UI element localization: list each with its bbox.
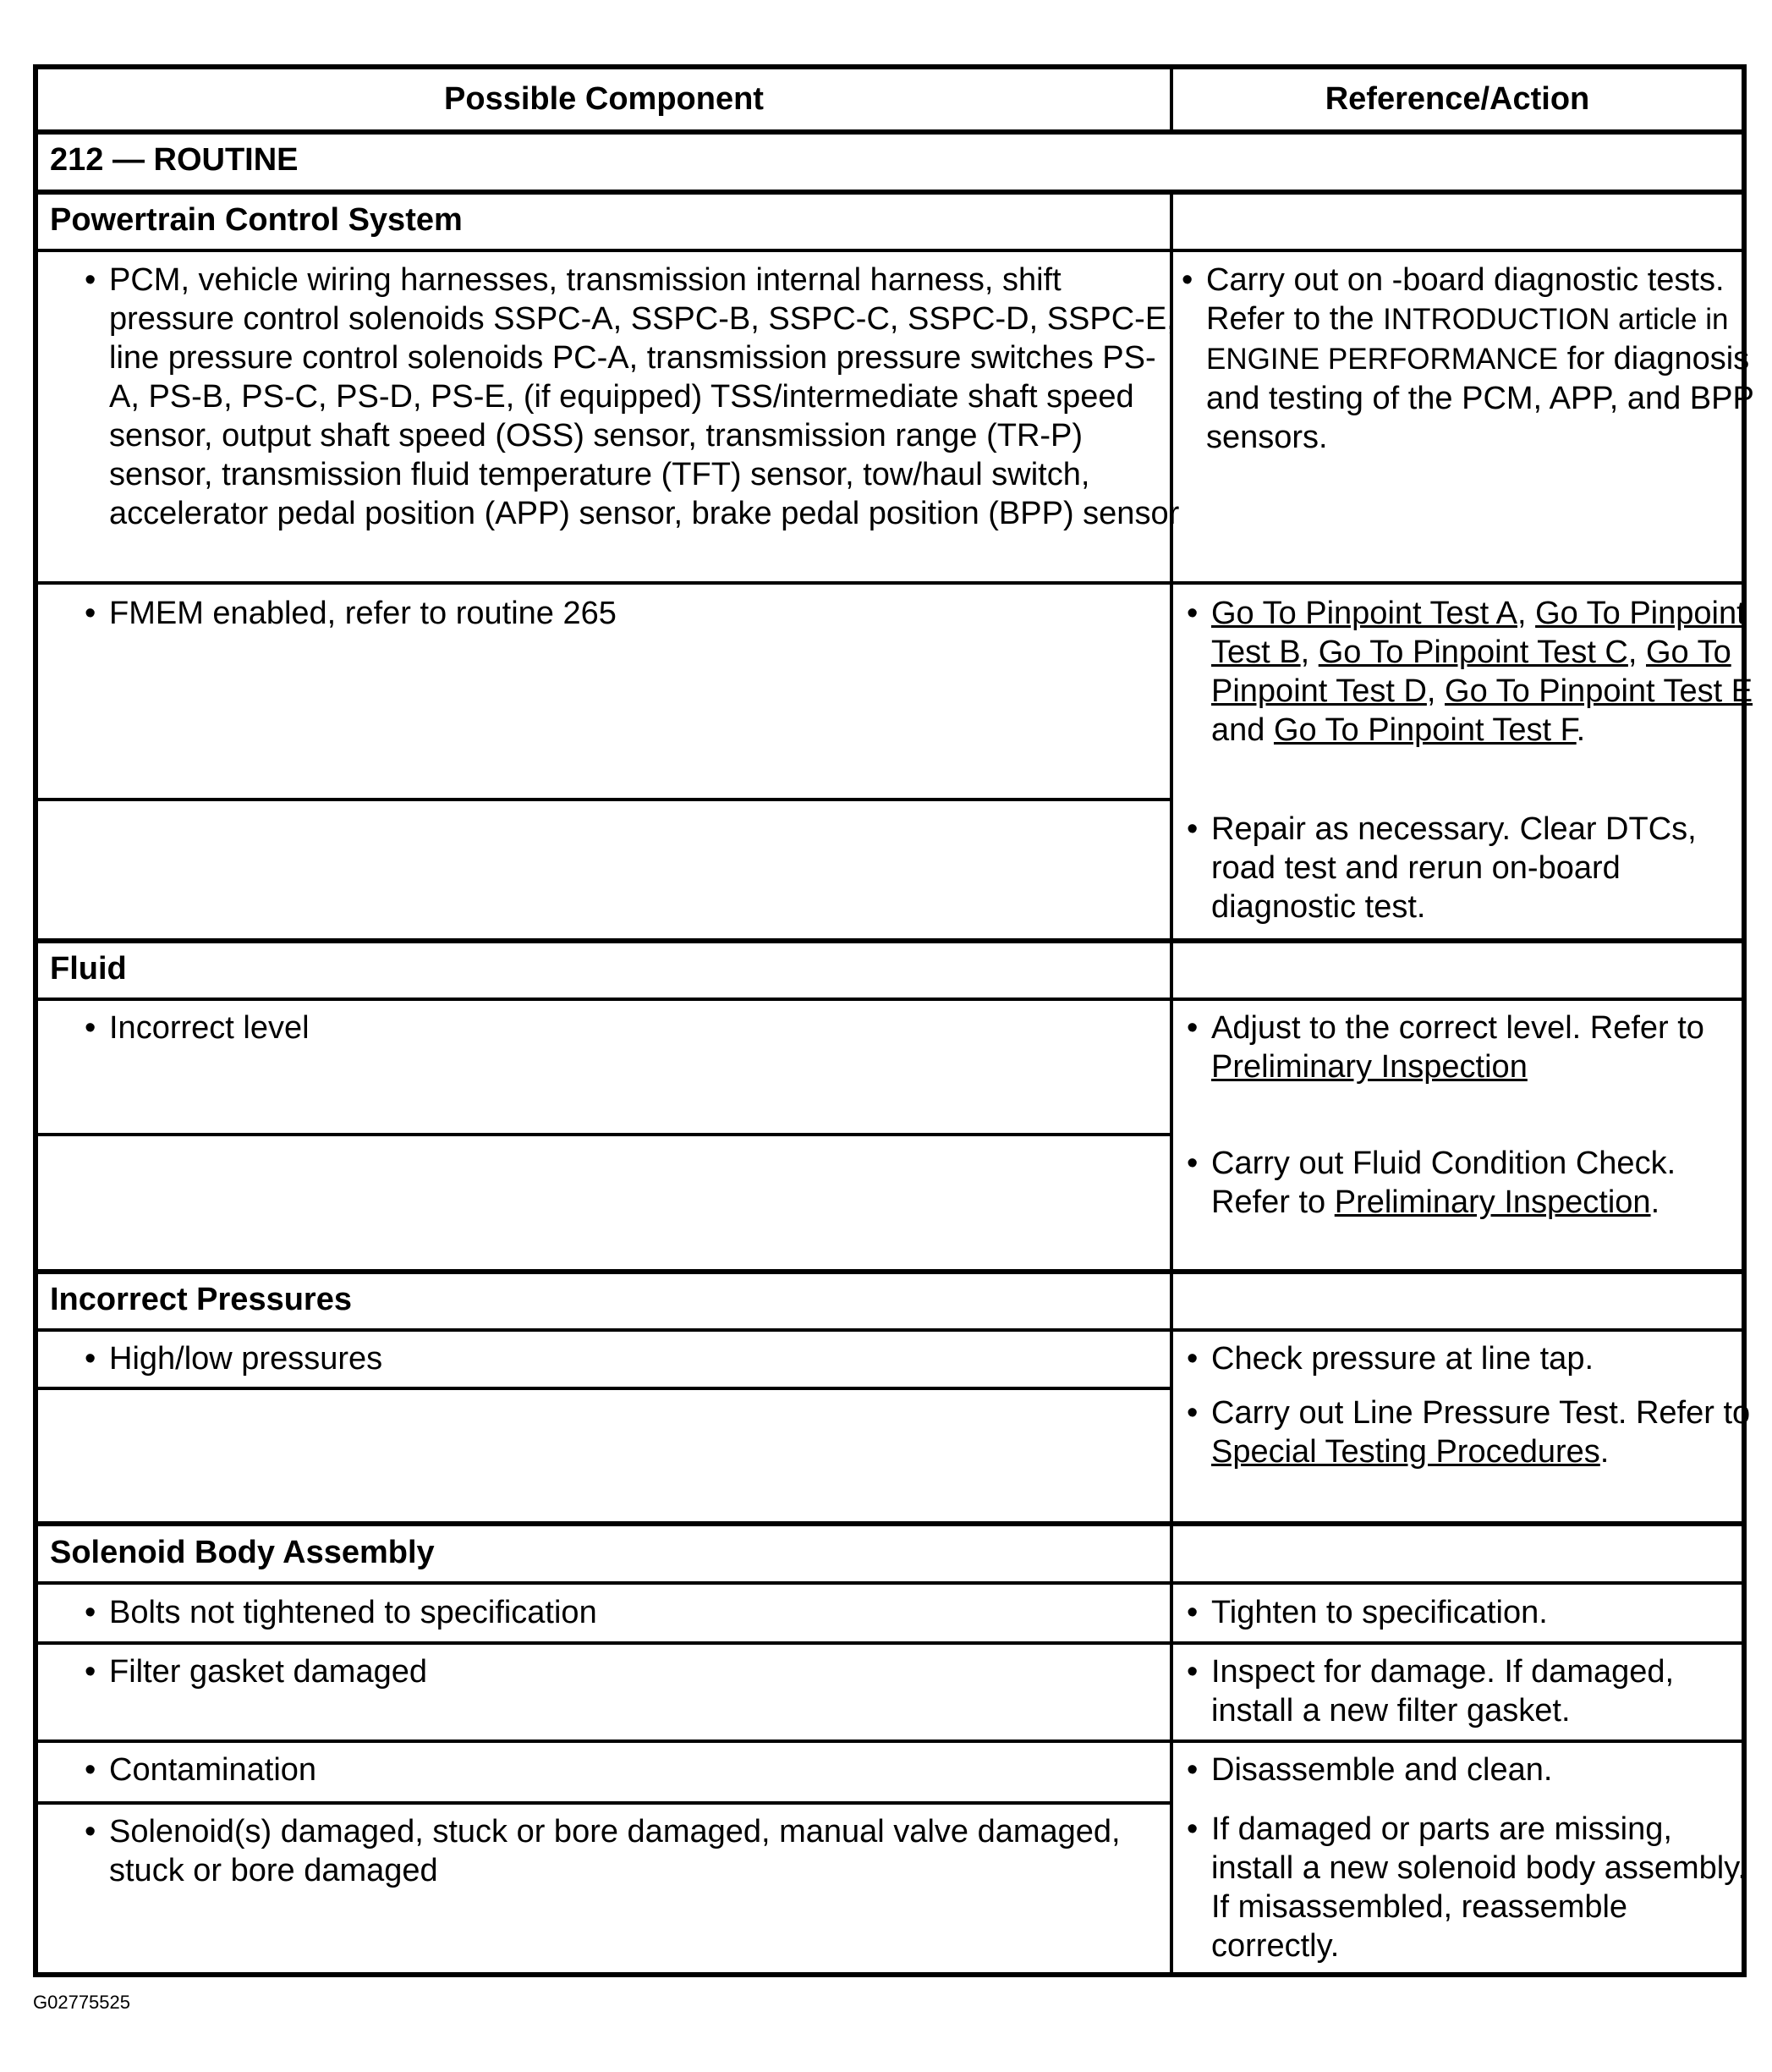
action-adjust-level-text: Adjust to the correct level. Refer to <box>1211 1010 1704 1046</box>
bullet: • <box>1187 1752 1199 1788</box>
component-filter-gasket-text: Filter gasket damaged <box>109 1654 427 1690</box>
bullet: • <box>1187 811 1199 847</box>
separator: , <box>1300 635 1310 670</box>
sentence-end: . <box>1599 1434 1610 1470</box>
separator: , <box>1627 635 1638 670</box>
link-pinpoint-test-a[interactable]: Go To Pinpoint Test A <box>1211 596 1517 631</box>
rule-fluid-title <box>38 998 1742 1001</box>
link-special-testing[interactable]: Special Testing Procedures <box>1211 1434 1600 1470</box>
rule-pressure-item1 <box>38 1387 1170 1390</box>
link-preliminary-inspection[interactable]: Preliminary Inspection <box>1211 1049 1528 1085</box>
action-fluid-condition <box>1187 1144 1761 1222</box>
separator: , <box>1426 673 1436 709</box>
action-onboard-text-a: Carry out on -board diagnostic tests. Refer to the <box>1206 262 1725 337</box>
rule-fluid-item1 <box>38 1133 1170 1136</box>
bullet: • <box>1187 1595 1199 1630</box>
bullet: • <box>1187 1654 1199 1690</box>
action-onboard <box>1182 261 1756 457</box>
section-title-solenoid: Solenoid Body Assembly <box>50 1535 435 1570</box>
bullet: • <box>85 1341 96 1377</box>
link-pinpoint-test-b[interactable]: Go To Pinpoint Test B <box>1211 596 1746 670</box>
component-pcm <box>85 261 1183 533</box>
sentence-end: . <box>1576 712 1586 748</box>
rule-solenoid-start <box>38 1521 1742 1526</box>
action-repair-text: Repair as necessary. Clear DTCs, road test and rerun on-board diagnostic test. <box>1211 811 1697 925</box>
action-onboard-text-c: for diagnosis and testing of the PCM, APP, and BPP sensors. <box>1206 341 1754 455</box>
bullet: • <box>85 596 96 631</box>
diagnosis-table <box>33 64 1754 1977</box>
component-high-low <box>85 1339 1183 1378</box>
rule-solenoid-item3 <box>38 1801 1170 1805</box>
action-check-pressure-text: Check pressure at line tap. <box>1211 1341 1594 1377</box>
bullet: • <box>1187 596 1199 631</box>
bullet: • <box>85 1814 96 1849</box>
rule-pcs-item1 <box>38 581 1170 585</box>
action-line-pressure-text: Carry out Line Pressure Test. Refer to <box>1211 1395 1751 1431</box>
link-preliminary-inspection[interactable]: Preliminary Inspection <box>1334 1184 1651 1220</box>
component-filter-gasket <box>85 1652 1183 1691</box>
separator: , <box>1517 596 1527 631</box>
action-pinpoint-tests <box>1187 594 1761 750</box>
action-fluid-condition-text: Carry out Fluid Condition Check. Refer to <box>1211 1146 1676 1220</box>
bullet: • <box>1187 1146 1199 1181</box>
section-title-pressures: Incorrect Pressures <box>50 1282 352 1317</box>
action-line-pressure-test <box>1187 1393 1761 1471</box>
component-incorrect-level-text: Incorrect level <box>109 1010 310 1046</box>
bullet: • <box>1187 1395 1199 1431</box>
component-fmem-text: FMEM enabled, refer to routine 265 <box>109 596 617 631</box>
action-disassemble-text: Disassemble and clean. <box>1211 1752 1553 1788</box>
header-component: Possible Component <box>444 81 764 117</box>
rule-pcs-action1 <box>1170 581 1742 585</box>
action-inspect-gasket <box>1187 1652 1761 1730</box>
bullet: • <box>85 1595 96 1630</box>
rule-pcs-item2 <box>38 798 1170 801</box>
action-inspect-gasket-text: Inspect for damage. If damaged, install a new filter gasket. <box>1211 1654 1675 1728</box>
link-pinpoint-test-f[interactable]: Go To Pinpoint Test F <box>1273 712 1577 748</box>
component-solenoid-damaged <box>85 1812 1183 1890</box>
rule-pressure-start <box>38 1269 1742 1274</box>
figure-id: G02775525 <box>33 1992 130 2013</box>
action-repair <box>1187 810 1761 926</box>
bullet: • <box>1187 1010 1199 1046</box>
action-adjust-level <box>1187 1009 1761 1086</box>
component-solenoid-damaged-text: Solenoid(s) damaged, stuck or bore damaged, manual valve damaged, stuck or bore damaged <box>109 1814 1121 1888</box>
component-contamination <box>85 1750 1183 1789</box>
component-bolts <box>85 1593 1183 1632</box>
component-bolts-text: Bolts not tightened to specification <box>109 1595 597 1630</box>
action-tighten <box>1187 1593 1761 1632</box>
rule-pcs-title <box>38 249 1742 252</box>
sentence-end: . <box>1650 1184 1660 1220</box>
rule-header <box>38 129 1742 135</box>
link-pinpoint-test-d[interactable]: Go To Pinpoint Test D <box>1211 635 1731 709</box>
rule-solenoid-item1 <box>38 1641 1742 1645</box>
link-pinpoint-test-c[interactable]: Go To Pinpoint Test C <box>1318 635 1628 670</box>
rule-pressure-title <box>38 1328 1742 1332</box>
bullet: • <box>85 1010 96 1046</box>
action-tighten-text: Tighten to specification. <box>1211 1595 1548 1630</box>
action-onboard-text-b: INTRODUCTION article in ENGINE PERFORMANCE <box>1206 303 1729 376</box>
action-install-solenoid <box>1187 1810 1761 1965</box>
action-disassemble <box>1187 1750 1761 1789</box>
bullet: • <box>1187 1341 1199 1377</box>
rule-solenoid-title <box>38 1581 1742 1585</box>
action-check-pressure <box>1187 1339 1761 1378</box>
component-high-low-text: High/low pressures <box>109 1341 383 1377</box>
action-install-solenoid-text: If damaged or parts are missing, install a new solenoid body assembly. If misassembled, reassemble correctly. <box>1211 1811 1747 1964</box>
component-fmem <box>85 594 1183 633</box>
component-incorrect-level <box>85 1009 1183 1047</box>
bullet: • <box>1187 1811 1199 1847</box>
conjunction-and: and <box>1211 712 1265 748</box>
section-title-fluid: Fluid <box>50 951 127 987</box>
section-title-powertrain: Powertrain Control System <box>50 202 463 238</box>
link-pinpoint-test-e[interactable]: Go To Pinpoint Test E <box>1445 673 1753 709</box>
rule-routine <box>38 190 1742 195</box>
rule-solenoid-item2 <box>38 1739 1742 1743</box>
routine-title: 212 — ROUTINE <box>50 142 299 178</box>
bullet: • <box>1182 262 1193 298</box>
header-action: Reference/Action <box>1325 81 1590 117</box>
bullet: • <box>85 262 96 298</box>
component-contamination-text: Contamination <box>109 1752 317 1788</box>
component-pcm-text: PCM, vehicle wiring harnesses, transmission internal harness, shift pressure control solenoids SSPC-A, SSPC-B, SSPC-C, SSPC-D, SSPC-E, line pressure control solenoids PC-A, transmission pressure switches PS-A, PS-B, PS-C, PS-D, PS-E, (if equipped) TSS/intermediate shaft speed sensor, output shaft speed (OSS) sensor, transmission range (TR-P) sensor, transmission fluid temperature (TFT) sensor, tow/haul switch, accelerator pedal position (APP) sensor, brake pedal position (BPP) sensor <box>109 262 1180 531</box>
bullet: • <box>85 1654 96 1690</box>
rule-fluid-start <box>38 938 1742 943</box>
bullet: • <box>85 1752 96 1788</box>
